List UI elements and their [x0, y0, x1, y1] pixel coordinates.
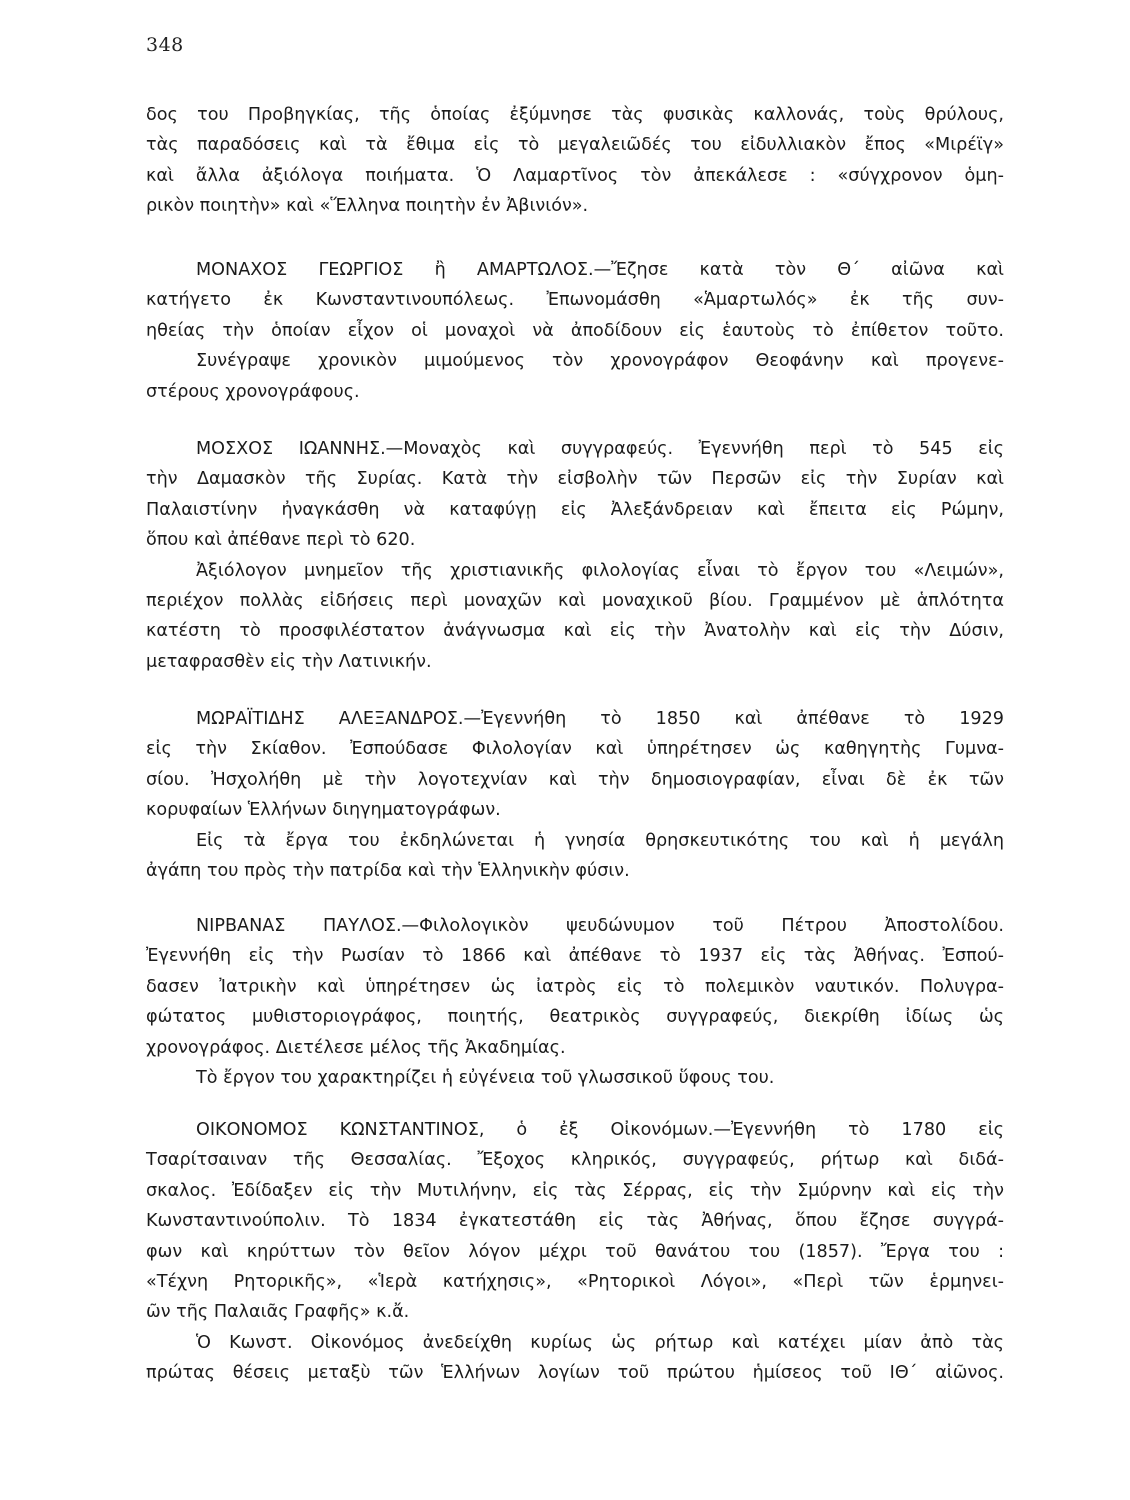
text-line: στέρους χρονογράφους.	[146, 381, 360, 402]
text-line: Ἀξιόλογον μνημεῖον τῆς χριστιανικῆς φιλολογίας εἶναι τὸ ἔργον του «Λειμών»,	[196, 560, 1004, 581]
text-line: κορυφαίων Ἑλλήνων διηγηματογράφων.	[146, 800, 501, 821]
text-line: Εἰς τὰ ἔργα του ἐκδηλώνεται ἡ γνησία θρησκευτικότης του καὶ ἡ μεγάλη	[196, 830, 1004, 851]
text-line: πρώτας θέσεις μεταξὺ τῶν Ἑλλήνων λογίων τοῦ πρώτου ἡμίσεος τοῦ ΙΘ΄ αἰῶνος.	[146, 1363, 1004, 1384]
text-line: περιέχον πολλὰς εἰδήσεις περὶ μοναχῶν καὶ μοναχικοῦ βίου. Γραμμένον μὲ ἁπλότητα	[146, 590, 1004, 611]
text-line: δος του Προβηγκίας, τῆς ὁποίας ἐξύμνησε τὰς φυσικὰς καλλονάς, τοὺς θρύλους,	[146, 105, 1004, 125]
text-line: Ἐγεννήθη εἰς τὴν Ρωσίαν τὸ 1866 καὶ ἀπέθανε τὸ 1937 εἰς τὰς Ἀθήνας. Ἐσπού-	[146, 946, 1004, 967]
page-number: 348	[146, 34, 184, 56]
text-line: Κωνσταντινούπολιν. Τὸ 1834 ἐγκατεστάθη εἰς τὰς Ἀθήνας, ὅπου ἔζησε συγγρά-	[146, 1211, 1004, 1232]
text-line: κατέστη τὸ προσφιλέστατον ἀνάγνωσμα καὶ εἰς τὴν Ἀνατολὴν καὶ εἰς τὴν Δύσιν,	[146, 621, 1004, 642]
text-line: μεταφρασθὲν εἰς τὴν Λατινικήν.	[146, 651, 432, 672]
entry-heading-line: ΜΩΡΑΪΤΙΔΗΣ ΑΛΕΞΑΝΔΡΟΣ.—Ἐγεννήθη τὸ 1850 καὶ ἀπέθανε τὸ 1929	[196, 709, 1004, 729]
entry-oikonomos-konstantinos	[146, 1115, 1004, 1389]
entry-heading-line: ΜΟΣΧΟΣ ΙΩΑΝΝΗΣ.—Μοναχὸς καὶ συγγραφεύς. Ἐγεννήθη περὶ τὸ 545 εἰς	[196, 439, 1004, 459]
text-line: κατήγετο ἐκ Κωνσταντινουπόλεως. Ἐπωνομάσθη «Ἁμαρτωλός» ἐκ τῆς συν-	[146, 290, 1004, 311]
entry-heading-line: ΟΙΚΟΝΟΜΟΣ ΚΩΝΣΤΑΝΤΙΝΟΣ, ὁ ἐξ Οἰκονόμων.—Ἐγεννήθη τὸ 1780 εἰς	[196, 1120, 1004, 1140]
entry-heading-line: ΝΙΡΒΑΝΑΣ ΠΑΥΛΟΣ.—Φιλολογικὸν ψευδώνυμον τοῦ Πέτρου Ἀποστολίδου.	[196, 916, 1004, 936]
text-line: δασεν Ἰατρικὴν καὶ ὑπηρέτησεν ὡς ἰατρὸς εἰς τὸ πολεμικὸν ναυτικόν. Πολυγρα-	[146, 976, 1004, 997]
text-line: Παλαιστίνην ἠναγκάσθη νὰ καταφύγῃ εἰς Ἀλεξάνδρειαν καὶ ἔπειτα εἰς Ρώμην,	[146, 499, 1004, 520]
text-line: σίου. Ἠσχολήθη μὲ τὴν λογοτεχνίαν καὶ τὴν δημοσιογραφίαν, εἶναι δὲ ἐκ τῶν	[146, 769, 1004, 790]
text-line: φώτατος μυθιστοριογράφος, ποιητής, θεατρικὸς συγγραφεύς, διεκρίθη ἰδίως ὡς	[146, 1007, 1004, 1028]
text-line: ηθείας τὴν ὁποίαν εἶχον οἱ μοναχοὶ νὰ ἀποδίδουν εἰς ἑαυτοὺς τὸ ἐπίθετον τοῦτο.	[146, 320, 1004, 341]
text-line: φων καὶ κηρύττων τὸν θεῖον λόγον μέχρι τοῦ θανάτου του (1857). Ἔργα του :	[146, 1241, 1004, 1262]
entry-moschos-ioannis	[146, 434, 1004, 677]
text-line: σκαλος. Ἐδίδαξεν εἰς τὴν Μυτιλήνην, εἰς τὰς Σέρρας, εἰς τὴν Σμύρνην καὶ εἰς τὴν	[146, 1180, 1004, 1201]
entry-moraitidis-alexandros	[146, 704, 1004, 886]
text-line: ῶν τῆς Παλαιᾶς Γραφῆς» κ.ἄ.	[146, 1302, 410, 1323]
entry-heading-line: ΜΟΝΑΧΟΣ ΓΕΩΡΓΙΟΣ ἢ ΑΜΑΡΤΩΛΟΣ.—Ἔζησε κατὰ τὸν Θ΄ αἰῶνα καὶ	[196, 260, 1004, 280]
text-line: τὴν Δαμασκὸν τῆς Συρίας. Κατὰ τὴν εἰσβολὴν τῶν Περσῶν εἰς τὴν Συρίαν καὶ	[146, 469, 1004, 490]
entry-nirvanas-pavlos	[146, 911, 1004, 1093]
text-line: τὰς παραδόσεις καὶ τὰ ἔθιμα εἰς τὸ μεγαλειῶδές του εἰδυλλιακὸν ἔπος «Μιρέϊγ»	[146, 135, 1004, 156]
text-line: ρικὸν ποιητὴν» καὶ «Ἕλληνα ποιητὴν ἐν Ἀβινιόν».	[146, 196, 589, 217]
paragraph-provence-continuation	[146, 100, 1004, 222]
entry-monachos-georgios	[146, 255, 1004, 407]
text-line: εἰς τὴν Σκίαθον. Ἐσπούδασε Φιλολογίαν καὶ ὑπηρέτησεν ὡς καθηγητὴς Γυμνα-	[146, 739, 1004, 760]
text-line: Τὸ ἔργον του χαρακτηρίζει ἡ εὐγένεια τοῦ γλωσσικοῦ ὕφους του.	[196, 1067, 775, 1088]
text-line: Τσαρίτσαιναν τῆς Θεσσαλίας. Ἔξοχος κληρικός, συγγραφεύς, ρήτωρ καὶ διδά-	[146, 1150, 1004, 1171]
text-line: χρονογράφος. Διετέλεσε μέλος τῆς Ἀκαδημίας.	[146, 1037, 566, 1058]
text-line: Ὁ Κωνστ. Οἰκονόμος ἀνεδείχθη κυρίως ὡς ρήτωρ καὶ κατέχει μίαν ἀπὸ τὰς	[196, 1332, 1004, 1353]
text-line: «Τέχνη Ρητορικῆς», «Ἱερὰ κατήχησις», «Ρητορικοὶ Λόγοι», «Περὶ τῶν ἑρμηνει-	[146, 1271, 1004, 1292]
text-line: ἀγάπη του πρὸς τὴν πατρίδα καὶ τὴν Ἑλληνικὴν φύσιν.	[146, 860, 630, 881]
text-line: καὶ ἄλλα ἀξιόλογα ποιήματα. Ὁ Λαμαρτῖνος τὸν ἀπεκάλεσε : «σύγχρονον ὁμη-	[146, 165, 1004, 186]
text-line: Συνέγραψε χρονικὸν μιμούμενος τὸν χρονογράφον Θεοφάνην καὶ προγενε-	[196, 351, 1004, 372]
text-line: ὅπου καὶ ἀπέθανε περὶ τὸ 620.	[146, 530, 416, 551]
